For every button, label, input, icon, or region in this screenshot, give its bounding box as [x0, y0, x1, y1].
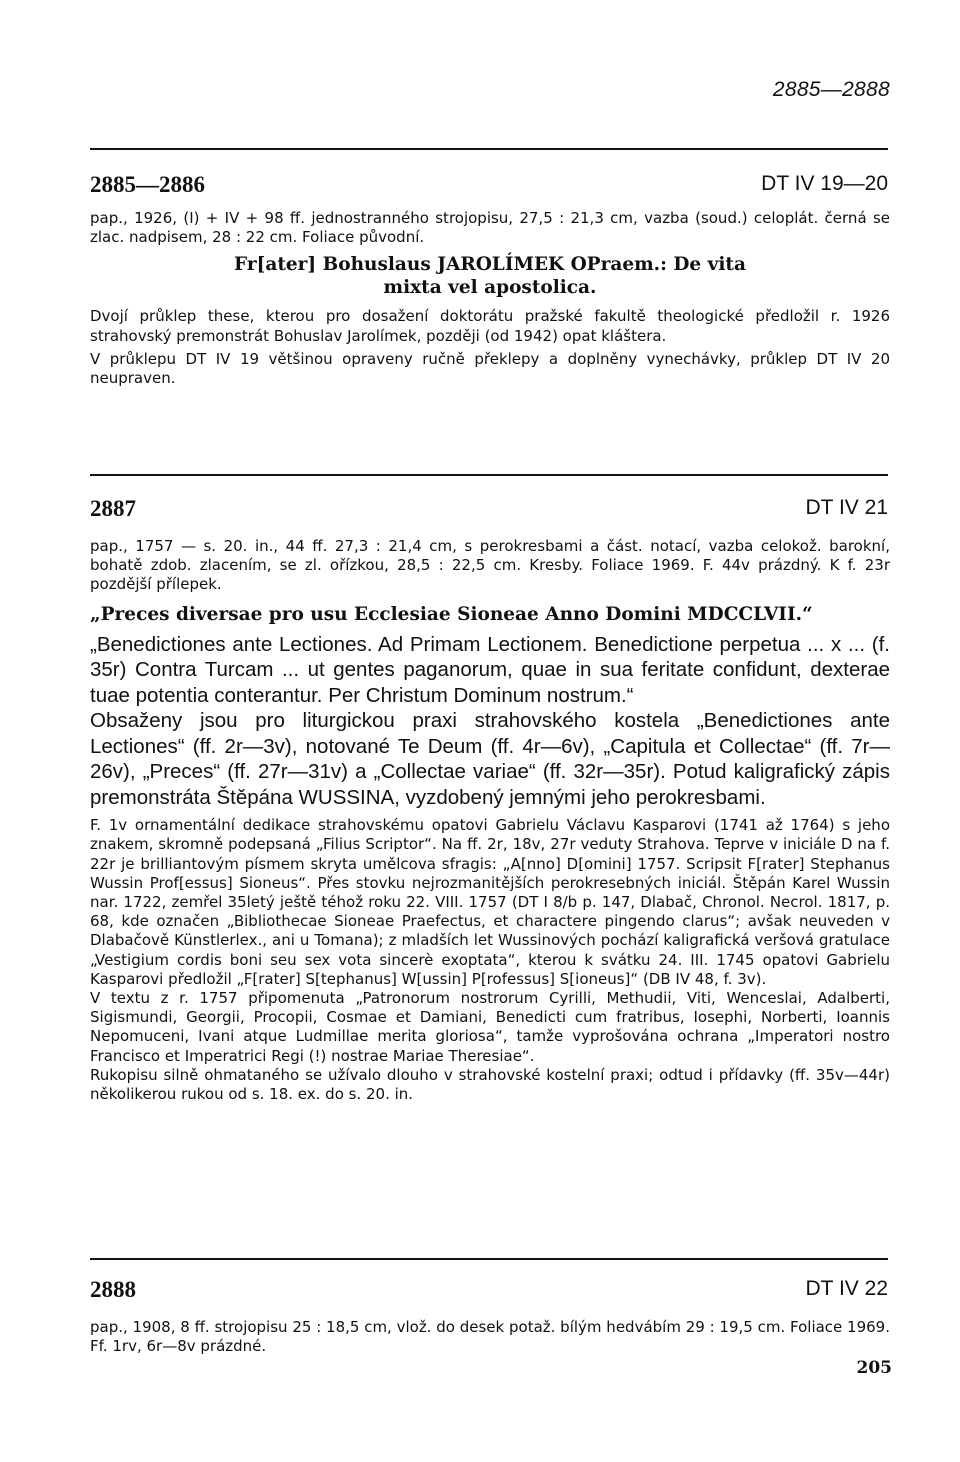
physical-description: pap., 1908, 8 ff. strojopisu 25 : 18,5 cm, vlož. do desek potaž. bílým hedvábím 29 : 19,5 cm. Foliace 1969. Ff. 1rv, 6r—8v prázdné. [90, 1318, 890, 1356]
running-head: 2885—2888 [772, 78, 890, 101]
shelf-signature: DT IV 22 [805, 1277, 888, 1300]
physical-description: pap., 1757 — s. 20. in., 44 ff. 27,3 : 21,4 cm, s perokresbami a část. notací, vazba celokož. barokní, bohatě zdob. zlacením, se zl. ořízkou, 28,5 : 22,5 cm. Kresby. Foliace 1969. F. 44v prázdný. K f. 23r pozdější přílepek. [90, 537, 890, 594]
physical-description: pap., 1926, (I) + IV + 98 ff. jednostranného strojopisu, 27,5 : 21,3 cm, vazba (soud.) celoplát. černá se zlac. nadpisem, 28 : 22 cm. Foliace původní. [90, 209, 890, 247]
entry-header [90, 1277, 888, 1307]
shelf-signature: DT IV 19—20 [761, 172, 888, 195]
note-paragraph: V textu z r. 1757 připomenuta „Patronorum nostrorum Cyrilli, Methudii, Viti, Wenceslai, Adalberti, Sigismundi, Georgii, Procopii, Cosmae et Damiani, Benedicti cum fratribus, Iosephi, Norberti, Ioannis Nepomuceni, Ivani atque Ludmillae merita gloriosa“, tamže vyprošována ochrana „Imperatori nostro Francisco et Imperatrici Regi (!) nostrae Mariae Theresiae“. [90, 988, 890, 1065]
entry-divider [90, 1258, 888, 1260]
entry-number: 2888 [90, 1277, 136, 1302]
entry-divider [90, 474, 888, 476]
entry-number: 2887 [90, 496, 136, 521]
note-paragraph: Dvojí průklep these, kterou pro dosažení doktorátu pražské fakultě theologické předložil r. 1926 strahovský premonstrát Bohuslav Jarolímek, později (od 1942) opat kláštera. [90, 307, 890, 345]
page-number: 205 [856, 1358, 892, 1378]
entry-header [90, 172, 888, 202]
content-paragraph: Obsaženy jsou pro liturgickou praxi strahovského kostela „Benedictiones ante Lectiones“ (ff. 2r—3v), notované Te Deum (ff. 4r—6v), „Capitula et Collectae“ (ff. 7r—26v), „Preces“ (ff. 27r—31v) a „Collectae variae“ (ff. 32r—35r). Potud kaligrafický zápis premonstráta Štěpána WUSSINA, vyzdobený jemnými jeho perokresbami. [90, 709, 890, 809]
entry-divider [90, 148, 888, 150]
shelf-signature: DT IV 21 [805, 496, 888, 519]
entry-body [90, 1318, 890, 1356]
entry-body [90, 537, 890, 1104]
incipit-paragraph: „Benedictiones ante Lectiones. Ad Primam Lectionem. Benedictione perpetua ... x ... (f. 35r) Contra Turcam ... ut gentes paganorum, quae in sua feritate confidunt, dexterae tuae potentia conterantur. Per Christum Dominum nostrum.“ [90, 632, 890, 707]
work-title: „Preces diversae pro usu Ecclesiae Sioneae Anno Domini MDCCLVII.“ [90, 603, 813, 625]
entry-number: 2885—2886 [90, 172, 205, 197]
entry-body [90, 209, 890, 388]
note-paragraph: Rukopisu silně ohmataného se užívalo dlouho v strahovské kostelní praxi; odtud i přídavky (ff. 35v—44r) několikerou rukou od s. 18. ex. do s. 20. in. [90, 1065, 890, 1103]
note-paragraph: V průklepu DT IV 19 většinou opraveny ručně překlepy a doplněny vynechávky, průklep DT IV 20 neupraven. [90, 349, 890, 388]
entry-header [90, 496, 888, 526]
note-paragraph: F. 1v ornamentální dedikace strahovskému opatovi Gabrielu Václavu Kasparovi (1741 až 1764) s jeho znakem, skromně podepsaná „Filius Scriptor“. Na ff. 2r, 18v, 27r veduty Strahova. Teprve v iniciále D na f. 22r je brilliantovým písmem skryta umělcova sfragis: „A[nno] D[omini] 1757. Scripsit F[rater] Stephanus Wussin Prof[essus] Sioneus“. Přes stovku nejrozmanitějších perokresebných iniciál. Štěpán Karel Wussin nar. 1722, zemřel 35letý ještě téhož roku 22. VIII. 1757 (DT I 8/b p. 147, Dlabač, Chronol. Necrol. 1817, p. 68, kde označen „Bibliothecae Sioneae Praefectus, et characterе pingendo clarus“; avšak neuveden v Dlabačově Künstlerlex., ani u Tomana); z mladších let Wussinových pochází kaligrafická veršová gratulace „Vestigium cordis boni seu sex vota sincerè exoptata“, kterou k svátku 24. III. 1745 opatovi Gabrielu Kasparovi předložil „F[rater] S[tephanus] W[ussin] P[rofessus] S[ioneus]“ (DB IV 48, f. 3v). [90, 816, 890, 988]
work-title: Fr[ater] Bohuslaus JAROLÍMEK OPraem.: De vita mixta vel apostolica. [234, 254, 746, 299]
